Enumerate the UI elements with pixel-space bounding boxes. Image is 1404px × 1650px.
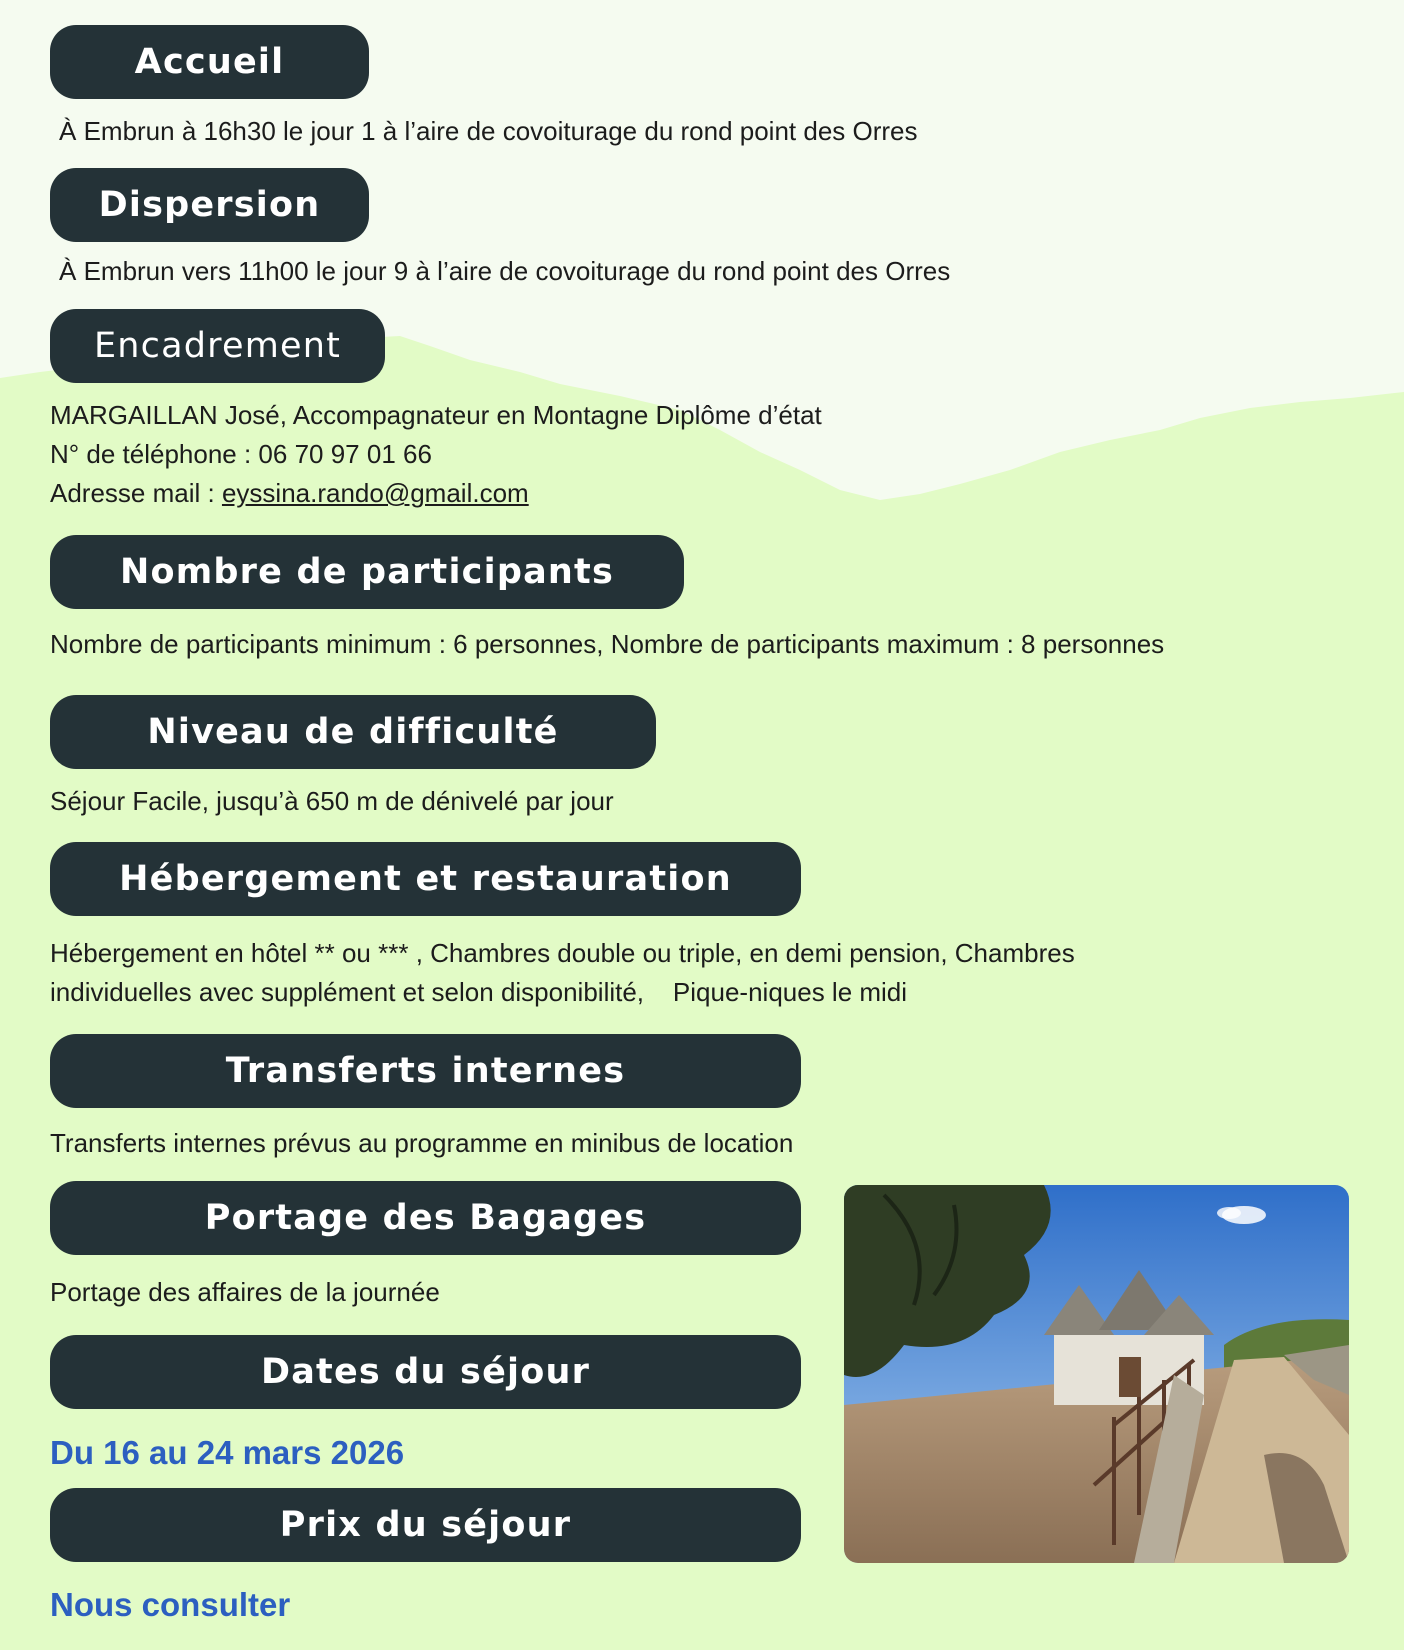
section-title: Encadrement — [93, 326, 342, 366]
section-header-participants — [50, 535, 684, 609]
section-header-accueil — [50, 25, 369, 99]
section-header-dates — [50, 1335, 801, 1409]
accueil-text: À Embrun à 16h30 le jour 1 à l’aire de covoiturage du rond point des Orres — [59, 116, 918, 146]
section-title: Dispersion — [98, 185, 321, 225]
transferts-text: Transferts internes prévus au programme en minibus de location — [50, 1128, 794, 1158]
difficulte-text: Séjour Facile, jusqu’à 650 m de dénivelé par jour — [50, 786, 614, 816]
section-title: Nombre de participants — [120, 552, 614, 592]
dispersion-text: À Embrun vers 11h00 le jour 9 à l’aire de covoiturage du rond point des Orres — [59, 256, 951, 286]
encadrement-guide: MARGAILLAN José, Accompagnateur en Montagne Diplôme d’état — [50, 400, 822, 430]
section-header-prix — [50, 1488, 801, 1562]
section-title: Accueil — [134, 42, 285, 82]
section-header-portage — [50, 1181, 801, 1255]
trulli-photo — [844, 1185, 1349, 1563]
prix-value: Nous consulter — [50, 1586, 291, 1623]
email-link[interactable]: eyssina.rando@gmail.com — [221, 478, 529, 508]
section-title: Dates du séjour — [260, 1352, 591, 1392]
dates-value: Du 16 au 24 mars 2026 — [50, 1434, 405, 1471]
email-label: Adresse mail : — [50, 478, 222, 508]
section-title: Portage des Bagages — [204, 1198, 647, 1238]
section-title: Niveau de difficulté — [147, 712, 559, 752]
section-header-hebergement — [50, 842, 801, 916]
participants-text: Nombre de participants minimum : 6 personnes, Nombre de participants maximum : 8 personnes — [50, 629, 1165, 659]
encadrement-phone: N° de téléphone : 06 70 97 01 66 — [50, 439, 432, 469]
encadrement-email-line — [50, 474, 529, 513]
hebergement-line-1: Hébergement en hôtel ** ou *** , Chambres double ou triple, en demi pension, Chambres — [50, 938, 1075, 968]
section-title: Transferts internes — [225, 1051, 626, 1091]
section-header-encadrement — [50, 309, 385, 383]
section-header-transferts — [50, 1034, 801, 1108]
section-header-dispersion — [50, 168, 369, 242]
hebergement-line-2: individuelles avec supplément et selon disponibilité, Pique-niques le midi — [50, 977, 908, 1007]
section-header-difficulte — [50, 695, 656, 769]
section-title: Prix du séjour — [279, 1505, 572, 1545]
section-title: Hébergement et restauration — [119, 859, 732, 899]
portage-text: Portage des affaires de la journée — [50, 1277, 440, 1307]
